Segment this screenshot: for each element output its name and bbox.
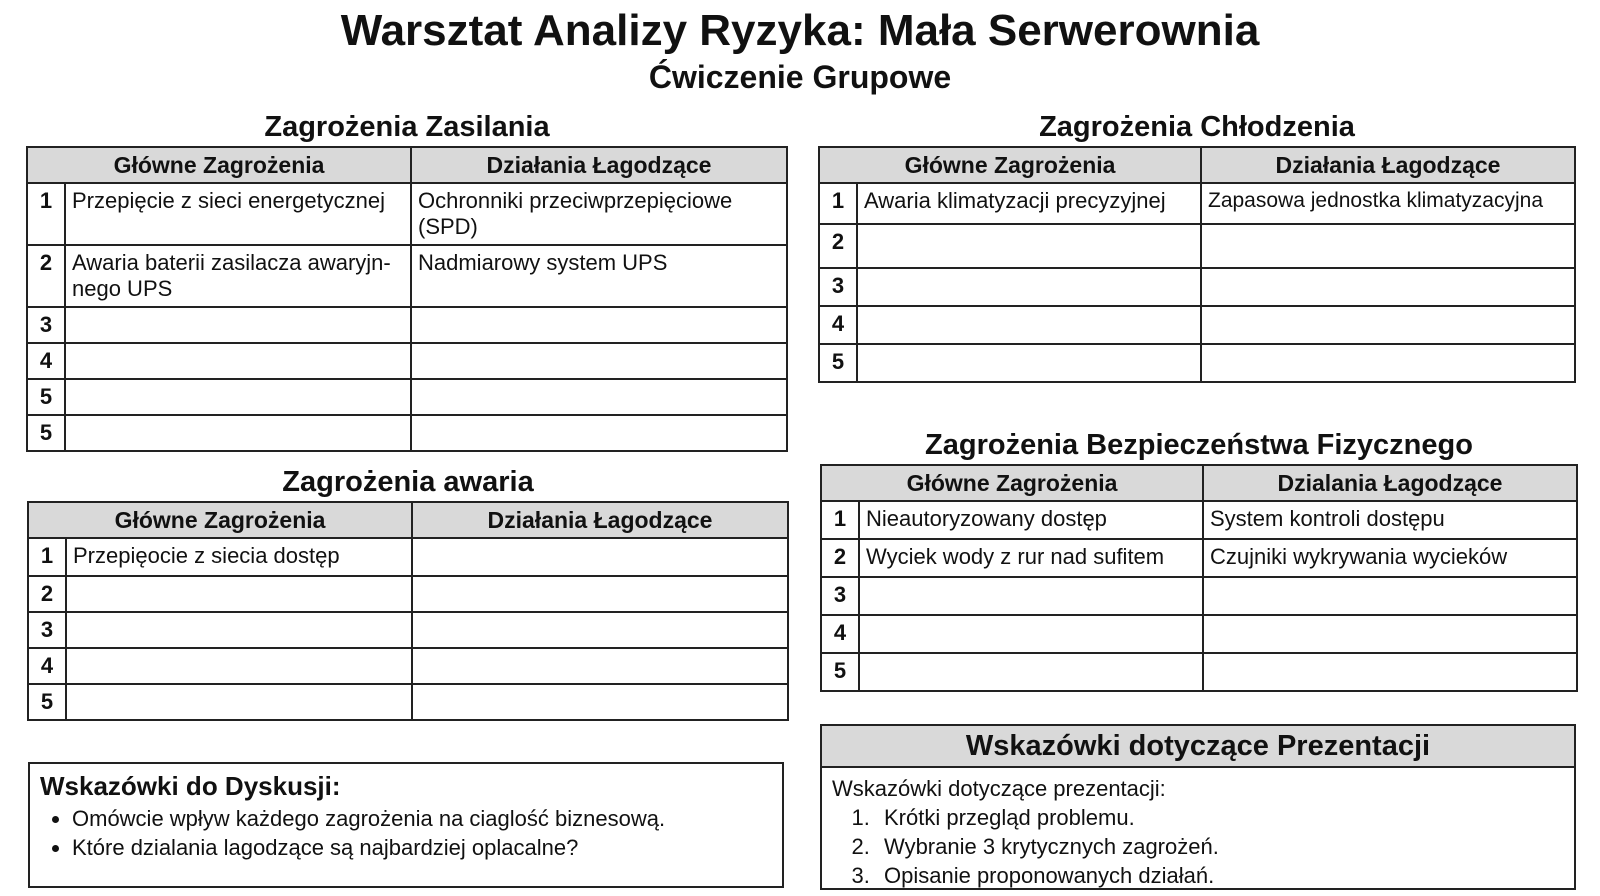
row-number: 5 xyxy=(27,415,65,451)
table-row xyxy=(28,648,788,684)
row-number: 4 xyxy=(821,615,859,653)
row-number: 2 xyxy=(821,539,859,577)
table-row xyxy=(27,183,787,245)
presentation-intro: Wskazówki dotyczące prezentacji: xyxy=(832,776,1166,801)
row-number: 3 xyxy=(821,577,859,615)
mitigation-cell[interactable] xyxy=(1203,653,1577,691)
threat-cell[interactable] xyxy=(859,615,1203,653)
column-header-mitigations: Działania Łagodzące xyxy=(411,147,787,183)
table-row xyxy=(821,501,1577,539)
column-header-mitigations: Działania Łagodzące xyxy=(412,502,788,538)
mitigation-cell[interactable]: Nadmiarowy system UPS xyxy=(411,245,787,307)
list-item: 3. Opisanie proponowanych działań. xyxy=(876,861,1564,890)
row-number: 4 xyxy=(28,648,66,684)
threat-cell[interactable]: Przepięcie z sieci energetycznej xyxy=(65,183,411,245)
table-header-row xyxy=(821,465,1577,501)
cooling-threats-section xyxy=(818,110,1576,383)
row-number: 4 xyxy=(819,306,857,344)
mitigation-cell[interactable] xyxy=(411,379,787,415)
mitigation-cell[interactable] xyxy=(1203,615,1577,653)
mitigation-cell[interactable] xyxy=(412,612,788,648)
mitigation-cell[interactable] xyxy=(411,415,787,451)
table-row xyxy=(821,577,1577,615)
threat-cell[interactable] xyxy=(65,307,411,343)
table-header-row xyxy=(27,147,787,183)
presentation-title: Wskazówki dotyczące Prezentacji xyxy=(822,726,1574,768)
mitigation-cell[interactable] xyxy=(412,538,788,576)
table-row xyxy=(821,615,1577,653)
mitigation-cell[interactable]: Ochronniki przeciwprzepięciowe (SPD) xyxy=(411,183,787,245)
row-number: 2 xyxy=(819,224,857,268)
row-number: 4 xyxy=(27,343,65,379)
row-number: 5 xyxy=(819,344,857,382)
row-number: 1 xyxy=(27,183,65,245)
threat-cell[interactable] xyxy=(66,648,412,684)
threat-cell[interactable]: Awaria baterii zasilacza awaryjn-nego UPS xyxy=(65,245,411,307)
threat-cell[interactable] xyxy=(859,577,1203,615)
mitigation-cell[interactable] xyxy=(1201,224,1575,268)
row-number: 3 xyxy=(27,307,65,343)
table-row xyxy=(819,224,1575,268)
column-header-mitigations: Dzialania Łagodzące xyxy=(1203,465,1577,501)
column-header-mitigations: Działania Łagodzące xyxy=(1201,147,1575,183)
row-number: 5 xyxy=(28,684,66,720)
threat-cell[interactable]: Nieautoryzowany dostęp xyxy=(859,501,1203,539)
table-row xyxy=(27,343,787,379)
column-header-threats: Główne Zagrożenia xyxy=(27,147,411,183)
mitigation-cell[interactable]: Czujniki wykrywania wycieków xyxy=(1203,539,1577,577)
table-row xyxy=(821,653,1577,691)
mitigation-cell[interactable] xyxy=(1203,577,1577,615)
threat-cell[interactable] xyxy=(857,344,1201,382)
row-number: 2 xyxy=(27,245,65,307)
threat-cell[interactable] xyxy=(66,684,412,720)
row-number: 1 xyxy=(821,501,859,539)
threat-cell[interactable]: Wyciek wody z rur nad sufitem xyxy=(859,539,1203,577)
table-row xyxy=(28,576,788,612)
failure-threats-table xyxy=(27,501,789,721)
row-number: 5 xyxy=(821,653,859,691)
presentation-tips-box xyxy=(820,724,1576,890)
table-row xyxy=(27,245,787,307)
list-item: • Które dzialania lagodzące są najbardziej oplacalne? xyxy=(72,833,772,862)
mitigation-cell[interactable] xyxy=(412,684,788,720)
list-item: • Omówcie wpływ każdego zagrożenia na ciaglość biznesową. xyxy=(72,804,772,833)
cooling-threats-table xyxy=(818,146,1576,383)
physical-threats-table xyxy=(820,464,1578,692)
list-item: 1. Krótki przegląd problemu. xyxy=(876,803,1564,832)
section-title: Zagrożenia awaria xyxy=(282,466,534,498)
power-threats-table xyxy=(26,146,788,452)
section-title: Zagrożenia Bezpieczeństwa Fizycznego xyxy=(925,429,1473,461)
mitigation-cell[interactable]: System kontroli dostępu xyxy=(1203,501,1577,539)
row-number: 3 xyxy=(28,612,66,648)
row-number: 1 xyxy=(819,183,857,224)
table-row xyxy=(27,379,787,415)
list-item: 2. Wybranie 3 krytycznych zagrożeń. xyxy=(876,832,1564,861)
mitigation-cell[interactable] xyxy=(412,576,788,612)
row-number: 5 xyxy=(27,379,65,415)
page-title: Warsztat Analizy Ryzyka: Mała Serwerownia xyxy=(340,6,1260,55)
threat-cell[interactable] xyxy=(66,576,412,612)
physical-threats-section xyxy=(820,428,1578,692)
table-row xyxy=(28,538,788,576)
column-header-threats: Główne Zagrożenia xyxy=(819,147,1201,183)
table-row xyxy=(819,306,1575,344)
presentation-body xyxy=(822,768,1574,896)
threat-cell[interactable]: Awaria klimatyzacji precyzyjnej xyxy=(857,183,1201,224)
section-title: Zagrożenia Zasilania xyxy=(264,111,550,143)
table-header-row xyxy=(819,147,1575,183)
table-header-row xyxy=(28,502,788,538)
threat-cell[interactable] xyxy=(65,343,411,379)
power-threats-section xyxy=(26,110,788,452)
discussion-tips-box xyxy=(28,762,784,888)
table-row xyxy=(819,183,1575,224)
page-subtitle: Ćwiczenie Grupowe xyxy=(648,59,952,95)
mitigation-cell[interactable] xyxy=(411,343,787,379)
mitigation-cell[interactable] xyxy=(412,648,788,684)
threat-cell[interactable] xyxy=(66,612,412,648)
table-row xyxy=(819,268,1575,306)
discussion-title: Wskazówki do Dyskusji: xyxy=(40,771,341,801)
threat-cell[interactable]: Przepięocie z siecia dostęp xyxy=(66,538,412,576)
mitigation-cell[interactable] xyxy=(1201,268,1575,306)
mitigation-cell[interactable]: Zapasowa jednostka klimatyzacyjna xyxy=(1201,183,1575,224)
mitigation-cell[interactable] xyxy=(411,307,787,343)
row-number: 1 xyxy=(28,538,66,576)
discussion-list xyxy=(40,804,772,862)
failure-threats-section xyxy=(27,465,789,721)
table-row xyxy=(28,612,788,648)
threat-cell[interactable] xyxy=(857,268,1201,306)
presentation-list xyxy=(832,803,1564,890)
column-header-threats: Główne Zagrożenia xyxy=(821,465,1203,501)
section-title: Zagrożenia Chłodzenia xyxy=(1039,111,1355,143)
row-number: 3 xyxy=(819,268,857,306)
column-header-threats: Główne Zagrożenia xyxy=(28,502,412,538)
threat-cell[interactable] xyxy=(857,306,1201,344)
threat-cell[interactable] xyxy=(65,415,411,451)
table-row xyxy=(27,415,787,451)
row-number: 2 xyxy=(28,576,66,612)
threat-cell[interactable] xyxy=(859,653,1203,691)
table-row xyxy=(27,307,787,343)
table-row xyxy=(821,539,1577,577)
threat-cell[interactable] xyxy=(857,224,1201,268)
mitigation-cell[interactable] xyxy=(1201,306,1575,344)
threat-cell[interactable] xyxy=(65,379,411,415)
table-row xyxy=(28,684,788,720)
table-row xyxy=(819,344,1575,382)
mitigation-cell[interactable] xyxy=(1201,344,1575,382)
